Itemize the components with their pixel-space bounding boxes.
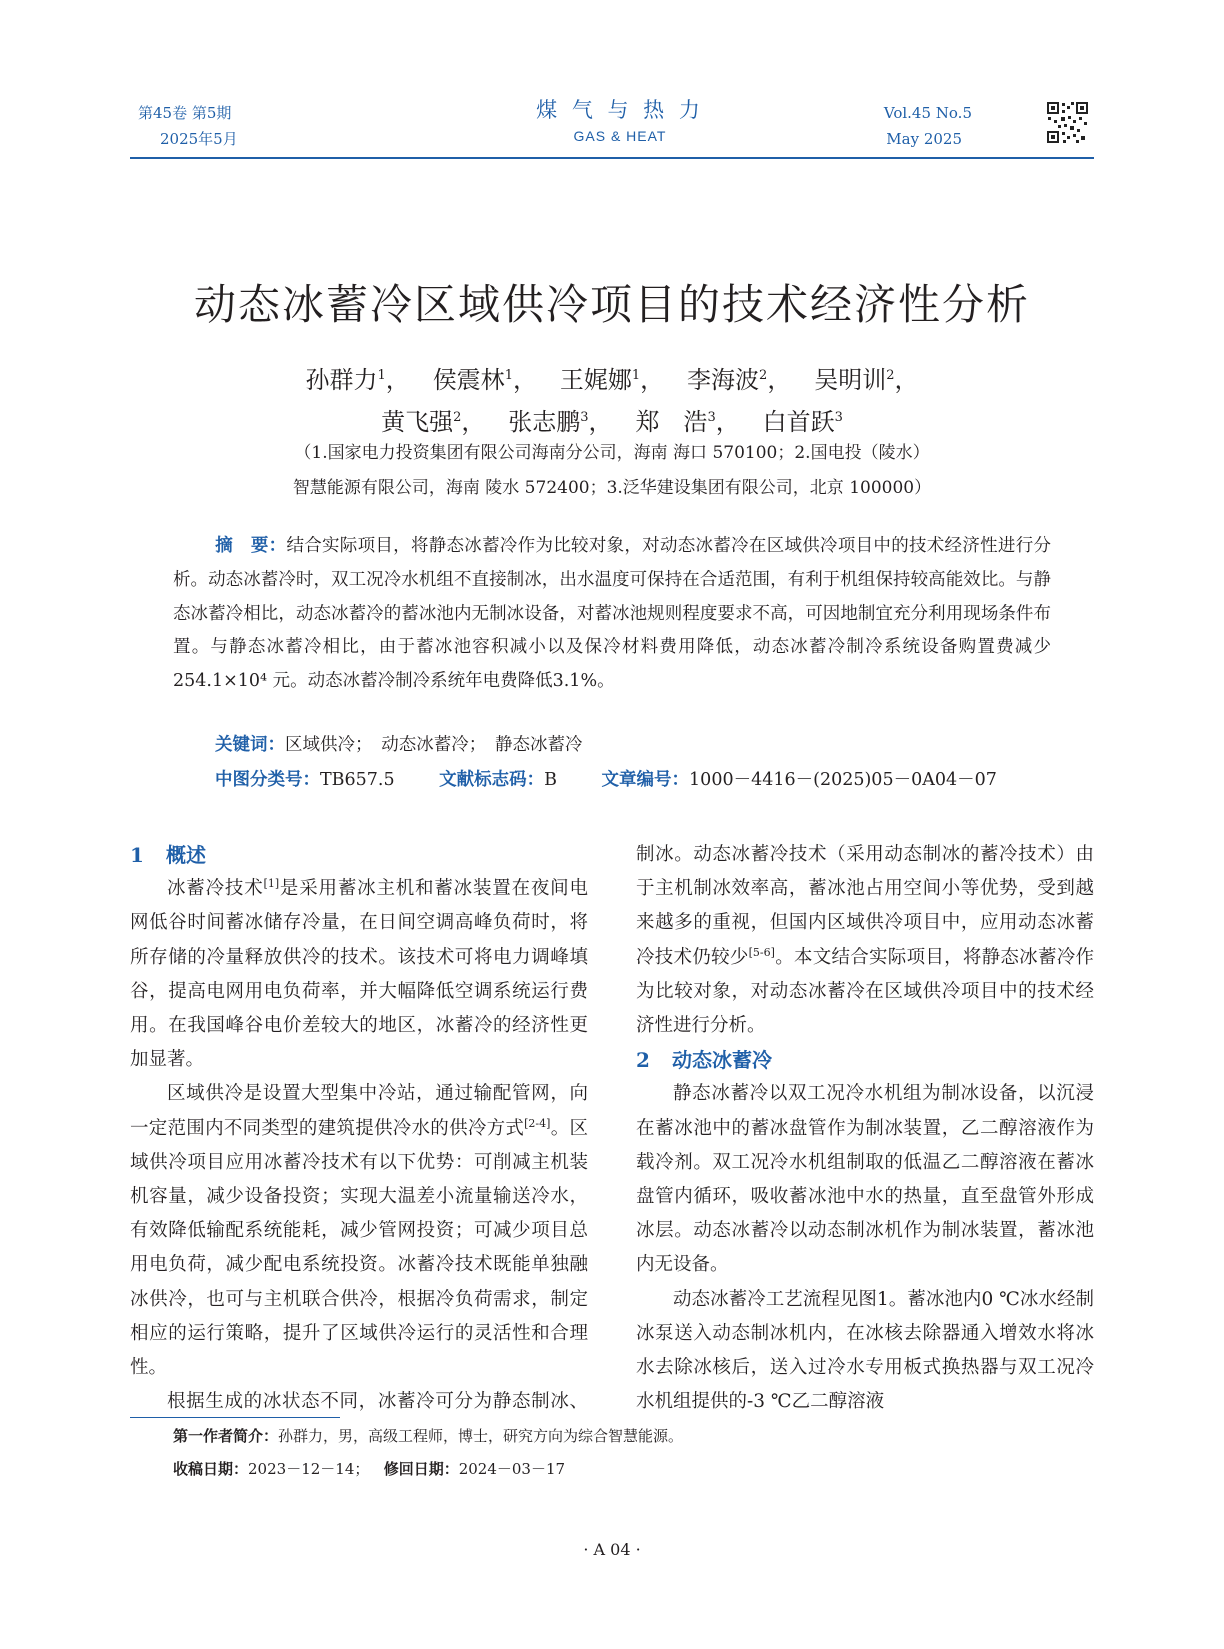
author: 张志鹏 bbox=[508, 408, 581, 436]
classification-line bbox=[215, 765, 997, 795]
keywords-label: 关键词： bbox=[215, 735, 285, 755]
author: 侯震林 bbox=[432, 366, 505, 394]
article-no-value: 1000－4416－(2025)05－0A04－07 bbox=[689, 770, 997, 790]
article-title: 动态冰蓄冷区域供冷项目的技术经济性分析 bbox=[193, 280, 1030, 329]
body-column-left bbox=[130, 838, 588, 1419]
volume-issue-en: Vol.45 No.5 bbox=[883, 104, 972, 122]
paragraph: 冰蓄冷技术[1]是采用蓄冰主机和蓄冰装置在夜间电网低谷时间蓄冰储存冷量，在日间空调高峰负荷时，将所存储的冷量释放供冷的技术。该技术可将电力调峰填谷，提高电网用电负荷率，并大幅降低空调系统运行费用。在我国峰谷电价差较大的地区，冰蓄冷的经济性更加显著。 bbox=[130, 877, 588, 1071]
citation: [2-4] bbox=[524, 1116, 551, 1130]
paragraph: 区域供冷是设置大型集中冷站，通过输配管网，向一定范围内不同类型的建筑提供冷水的供冷方式[2-4]。区域供冷项目应用冰蓄冷技术有以下优势：可削减主机装机容量，减少设备投资；实现大温差小流量输送冷水，有效降低输配系统能耗，减少管网投资；可减少项目总用电负荷，减少配电系统投资。冰蓄冷技术既能单独融冰供冷，也可与主机联合供冷，根据冷负荷需求，制定相应的运行策略，提升了区域供冷运行的灵活性和合理性。 bbox=[130, 1083, 588, 1379]
affiliation-line-2: 智慧能源有限公司，海南 陵水 572400；3.泛华建设集团有限公司，北京 100000） bbox=[292, 478, 932, 498]
header-rule bbox=[130, 157, 1094, 159]
author: 王娓娜 bbox=[559, 366, 632, 394]
authors-line-1: 孙群力$^1$， 侯震林$^1$， 王娓娜$^1$， 李海波$^2$， 吴明训$^2$， bbox=[305, 366, 919, 394]
paragraph: 动态冰蓄冷工艺流程见图1。蓄冰池内0 ℃冰水经制冰泵送入动态制冰机内，在冰核去除器通入增效水将冰水去除冰核后，送入过冷水专用板式换热器与双工况冷水机组提供的-3 ℃乙二醇溶液 bbox=[636, 1288, 1094, 1413]
header-volume-cn bbox=[138, 100, 238, 152]
authors-line-2: 黄飞强$^2$， 张志鹏$^3$， 郑 浩$^3$， 白首跃$^3$ bbox=[381, 408, 843, 436]
keywords-text: 区域供冷； 动态冰蓄冷； 静态冰蓄冷 bbox=[285, 735, 583, 755]
journal-name-cn: 煤 气 与 热 力 bbox=[536, 98, 704, 122]
footnote-author: 第一作者简介：孙群力，男，高级工程师，博士，研究方向为综合智慧能源。 bbox=[173, 1427, 684, 1445]
header-volume-en bbox=[884, 100, 972, 152]
section-heading: 1 概述 bbox=[130, 843, 206, 867]
clc-label: 中图分类号： bbox=[215, 770, 320, 790]
volume-issue-cn: 第45卷 第5期 bbox=[138, 104, 232, 122]
qr-code-icon bbox=[1046, 101, 1089, 144]
author: 孙群力 bbox=[305, 366, 378, 394]
section-heading: 2 动态冰蓄冷 bbox=[636, 1048, 772, 1073]
body-column-right bbox=[636, 838, 1094, 1419]
date-en: May 2025 bbox=[886, 130, 962, 148]
clc-value: TB657.5 bbox=[320, 770, 395, 790]
paragraph-continued: 根据生成的冰状态不同，冰蓄冷可分为静态制冰、 bbox=[167, 1391, 588, 1413]
author: 郑 浩 bbox=[635, 408, 708, 436]
affiliation-line-1: （1.国家电力投资集团有限公司海南分公司，海南 海口 570100；2.国电投（陵水） bbox=[294, 443, 930, 463]
journal-name bbox=[480, 96, 760, 148]
paragraph-continuation: 制冰。动态冰蓄冷技术（采用动态制冰的蓄冷技术）由于主机制冰效率高，蓄冰池占用空间小等优势，受到越来越多的重视，但国内区域供冷项目中，应用动态冰蓄冷技术仍较少[5-6]。本文结合实际项目，将静态冰蓄冷作为比较对象，对动态冰蓄冷在区域供冷项目中的技术经济性进行分析。 bbox=[636, 844, 1094, 1037]
author: 李海波 bbox=[687, 366, 760, 394]
author: 黄飞强 bbox=[381, 408, 454, 436]
date-cn: 2025年5月 bbox=[160, 130, 238, 148]
column-mask bbox=[630, 804, 1100, 838]
doc-code-value: B bbox=[544, 770, 558, 790]
author: 白首跃 bbox=[762, 408, 835, 436]
journal-name-en: GAS & HEAT bbox=[573, 128, 667, 144]
article-no-label: 文章编号： bbox=[601, 770, 690, 790]
abstract-label: 摘 要： bbox=[215, 536, 287, 556]
page-number: · A 04 · bbox=[583, 1540, 641, 1559]
footnote-rule bbox=[130, 1417, 340, 1418]
keywords bbox=[215, 730, 583, 760]
abstract bbox=[173, 530, 1051, 699]
abstract-text: 结合实际项目，将静态冰蓄冷作为比较对象，对动态冰蓄冷在区域供冷项目中的技术经济性进行分析。动态冰蓄冷时，双工况冷水机组不直接制冰，出水温度可保持在合适范围，有利于机组保持较高能效比。与静态冰蓄冷相比，动态冰蓄冷的蓄冰池内无制冰设备，对蓄冰池规则程度要求不高，可因地制宜充分利用现场条件布置。与静态冰蓄冷相比，由于蓄冰池容积减小以及保冷材料费用降低，动态冰蓄冷制冷系统设备购置费减少254.1×10⁴ 元。动态冰蓄冷制冷系统年电费降低3.1%。 bbox=[173, 536, 1051, 692]
doc-code-label: 文献标志码： bbox=[439, 770, 545, 790]
author: 吴明训 bbox=[814, 366, 887, 394]
citation: [5-6] bbox=[748, 945, 775, 959]
paragraph: 静态冰蓄冷以双工况冷水机组为制冰设备，以沉浸在蓄冰池中的蓄冰盘管作为制冰装置，乙二醇溶液作为载冷剂。双工况冷水机组制取的低温乙二醇溶液在蓄冰盘管内循环，吸收蓄冰池中水的热量，直至盘管外形成冰层。动态冰蓄冷以动态制冰机作为制冰装置，蓄冰池内无设备。 bbox=[636, 1083, 1094, 1276]
footnote-dates: 收稿日期：2023－12－14； 修回日期：2024－03－17 bbox=[173, 1460, 566, 1478]
citation: [1] bbox=[263, 877, 280, 891]
